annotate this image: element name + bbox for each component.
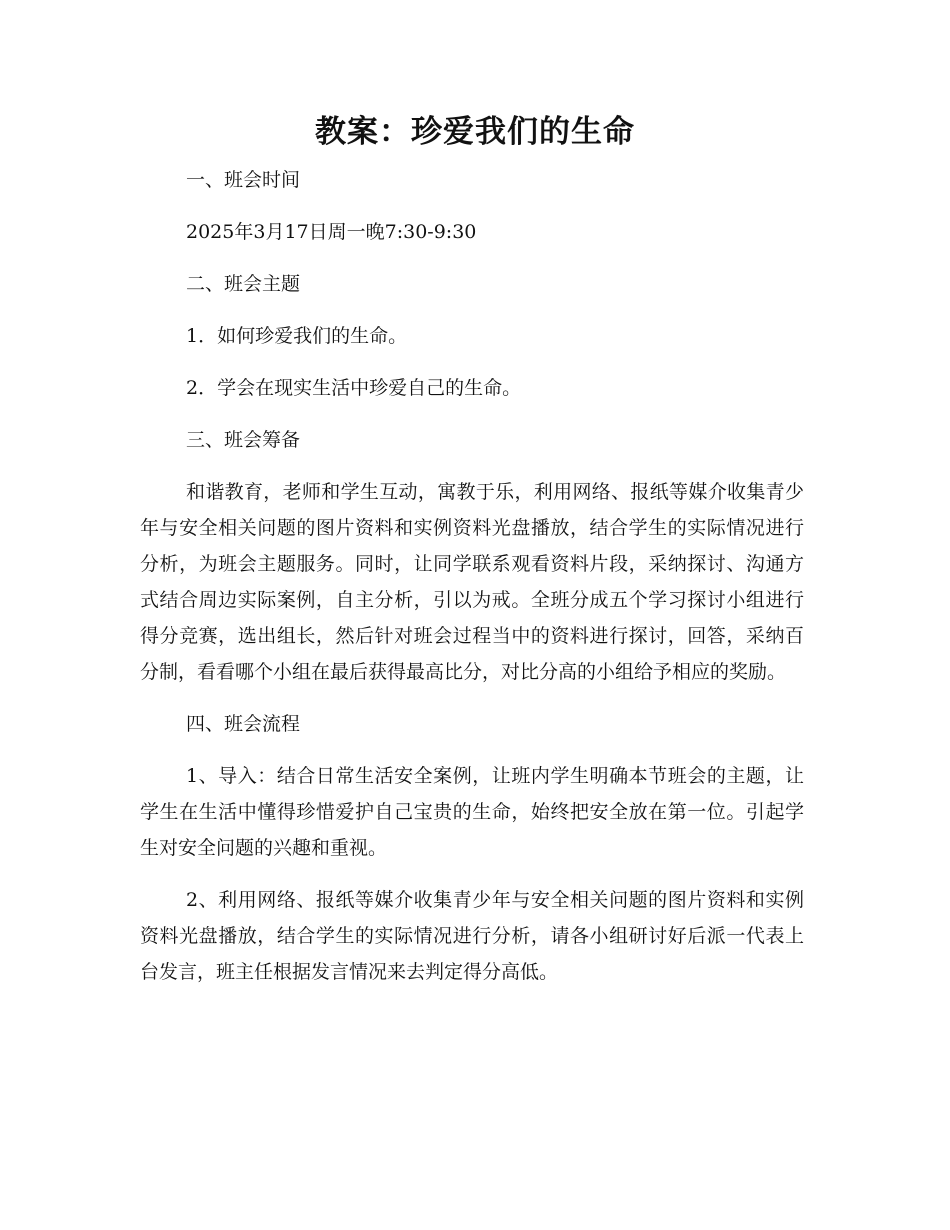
process-paragraph-1: 1、导入：结合日常生活安全案例，让班内学生明确本节班会的主题，让学生在生活中懂得珍惜爱护自己宝贵的生命，始终把安全放在第一位。引起学生对安全问题的兴趣和重视。 bbox=[140, 765, 804, 859]
section-heading-time: 一、班会时间 bbox=[186, 169, 301, 191]
page-title: 教案：珍爱我们的生命 bbox=[315, 114, 635, 150]
process-paragraph-2: 2、利用网络、报纸等媒介收集青少年与安全相关问题的图片资料和实例资料光盘播放，结合学生的实际情况进行分析，请各小组研讨好后派一代表上台发言，班主任根据发言情况来去判定得分高低。 bbox=[140, 889, 804, 983]
section-heading-process: 四、班会流程 bbox=[186, 713, 301, 735]
theme-item-1: 1．如何珍爱我们的生命。 bbox=[186, 325, 408, 347]
meeting-time-text: 2025年3月17日周一晚7:30-9:30 bbox=[186, 221, 477, 243]
document-body bbox=[140, 162, 804, 1006]
section-heading-theme: 二、班会主题 bbox=[186, 273, 301, 295]
section-heading-preparation: 三、班会筹备 bbox=[186, 429, 301, 451]
preparation-paragraph: 和谐教育，老师和学生互动，寓教于乐，利用网络、报纸等媒介收集青少年与安全相关问题的图片资料和实例资料光盘播放，结合学生的实际情况进行分析，为班会主题服务。同时，让同学联系观看资料片段，采纳探讨、沟通方式结合周边实际案例，自主分析，引以为戒。全班分成五个学习探讨小组进行得分竞赛，选出组长，然后针对班会过程当中的资料进行探讨，回答，采纳百分制，看看哪个小组在最后获得最高比分，对比分高的小组给予相应的奖励。 bbox=[140, 481, 804, 683]
theme-item-2: 2．学会在现实生活中珍爱自己的生命。 bbox=[186, 377, 522, 399]
